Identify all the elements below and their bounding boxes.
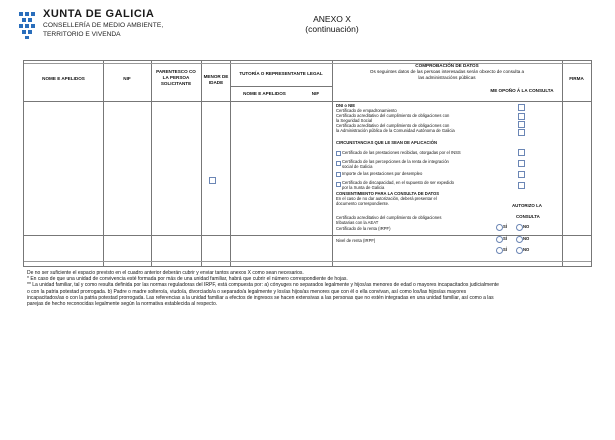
oppose-padron-checkbox[interactable] xyxy=(518,113,525,120)
yes-label: SÍ xyxy=(503,236,507,241)
income-yes-radio[interactable] xyxy=(496,247,503,254)
aeat-yes-radio[interactable] xyxy=(496,224,503,231)
risga-checkbox[interactable] xyxy=(336,161,341,166)
no-label: NO xyxy=(523,224,530,229)
circumstance-item: Certificado de las prestaciones recibidas, otorgadas por el INSS xyxy=(342,150,461,155)
dept-line-1: CONSELLERÍA DE MEDIO AMBIENTE, xyxy=(43,22,164,29)
row-divider-header xyxy=(24,101,591,102)
oppose-item: Certificado acreditativo del cumplimiento de obligaciones con xyxy=(336,113,450,118)
income-no-radio[interactable] xyxy=(516,247,523,254)
annex-subtitle: (continuación) xyxy=(305,24,359,34)
oppose-item: Certificado acreditativo del cumplimiento de obligaciones con xyxy=(336,123,450,128)
oppose-inss-checkbox[interactable] xyxy=(518,149,525,156)
oppose-unemployment-checkbox[interactable] xyxy=(518,171,525,178)
oppose-dni-checkbox[interactable] xyxy=(518,104,525,111)
header-nif: NIF xyxy=(123,76,131,81)
oppose-ss-checkbox[interactable] xyxy=(518,121,525,128)
circumstance-item: social de Galicia xyxy=(342,164,373,169)
header-oppose: ME OPOÑO Á LA CONSULTA xyxy=(490,88,554,93)
aeat-no-radio[interactable] xyxy=(516,224,523,231)
header-tutor: TUTORÍA O REPRESENTANTE LEGAL xyxy=(239,71,323,76)
row-divider-tutor xyxy=(230,86,332,87)
org-name: XUNTA DE GALICIA xyxy=(43,8,155,20)
minor-checkbox[interactable] xyxy=(209,177,216,184)
oppose-disability-checkbox[interactable] xyxy=(518,182,525,189)
circumstance-item: Certificado de las percepciones de la renta de integración xyxy=(342,159,449,164)
header-verify-line3: las administracións públicas xyxy=(418,75,476,80)
dept-line-2: TERRITORIO E VIVENDA xyxy=(43,31,121,38)
footnote: * En caso de que una unidad de convivencia esté formada por más de una unidad familiar, habrá que cubrir el número correspondiente de hojas. xyxy=(27,276,348,283)
oppose-item: DNI o NIE xyxy=(336,103,356,108)
header-verify-line2: Os seguintes datos de las persoas interesadas serán obxecto de consulta a xyxy=(369,69,525,74)
unemployment-checkbox[interactable] xyxy=(336,172,341,177)
consent-title: CONSENTIMIENTO PARA LA CONSULTA DE DATOS xyxy=(336,191,440,196)
irpf-yes-radio[interactable] xyxy=(496,236,503,243)
circumstance-item: Importe de las prestaciones por desempleo xyxy=(342,171,423,176)
oppose-item: la Seguridad Social xyxy=(336,118,373,123)
consent-item: Certificado acreditativo del cumplimiento de obligaciones xyxy=(336,215,442,220)
form-table xyxy=(23,60,592,267)
header-sign: FIRMA xyxy=(569,76,584,81)
irpf-no-radio[interactable] xyxy=(516,236,523,243)
header-verify xyxy=(332,63,562,81)
header-name: NOME E APELIDOS xyxy=(42,76,85,81)
header-verify-title: COMPROBACIÓN DE DATOS xyxy=(415,63,479,68)
consent-note: En el caso de no dar autorización, deberá presentar el xyxy=(336,196,437,201)
oppose-risga-checkbox[interactable] xyxy=(518,160,525,167)
header-kinship: PARENTESCO CO LA PERSOA SOLICITANTE xyxy=(156,69,196,86)
oppose-item: la Administración pública de la Comunidad Autónoma de Galicia xyxy=(336,128,455,133)
footnote: parejas de hecho reconocidas legalmente según la normativa establecida al respecto. xyxy=(27,301,218,308)
row-divider-end xyxy=(24,261,591,262)
consent-note: documento correspondiente. xyxy=(336,201,390,206)
annex-title: ANEXO X xyxy=(313,14,351,24)
circumstance-item: Certificado de discapacidad, en el supuesto de ser expedido xyxy=(342,180,454,185)
header-minor: MENOR DE IDADE xyxy=(203,74,229,85)
annex-heading xyxy=(272,14,392,34)
footnote: De no ser suficiente el espacio previsto en el cuadro anterior deberán cubrir y enviar tantos anexos X como sean necesarios. xyxy=(27,270,304,276)
footnote: o con la patria potestad prorrogada. b) Padre o madre soltero/a, viudo/a, divorciado/a o separado/a legalmente y los/as hijos/as menores que con él o ella convivan, así como los/las hijos/as mayores xyxy=(27,288,467,295)
yes-label: SÍ xyxy=(503,224,507,229)
authorize-label-2: CONSULTA xyxy=(516,214,540,219)
footnotes xyxy=(27,270,593,307)
circumstance-item: por la Xunta de Galicia xyxy=(342,185,385,190)
oppose-xunta-checkbox[interactable] xyxy=(518,129,525,136)
inss-checkbox[interactable] xyxy=(336,151,341,156)
no-label: NO xyxy=(523,247,530,252)
oppose-item: Certificado de empadronamiento xyxy=(336,108,397,113)
header-tutor-nif: NIF xyxy=(311,91,320,96)
yes-label: SÍ xyxy=(503,247,507,252)
consent-item: Nivel de renta (IRPF) xyxy=(336,238,376,243)
consent-item: Certificado de la renta (IRPF) xyxy=(336,226,391,231)
header-tutor-name: NOME E APELIDOS xyxy=(243,91,286,96)
footnote: incapacitados/as o con la patria potestad prorrogada. Las referencias a la unidad familiar a efectos de ingresos se hacen extensivas a las personas que no estén integradas en una unidad familiar, así como a las xyxy=(27,294,494,301)
circumstances-title: CIRCUNSTANCIAS QUE LE SEAN DE APLICACIÓN xyxy=(336,140,437,145)
disability-checkbox[interactable] xyxy=(336,182,341,187)
authorize-label: AUTORIZO LA xyxy=(512,203,542,208)
xunta-emblem-icon xyxy=(16,10,38,40)
consent-item: tributarias con la AEAT xyxy=(336,220,379,225)
footnote: ** La unidad familiar, tal y como resulta definida por las normas reguladoras del IRPF, está compuesta por: a) cónyuges no separados legalmente y hijos/as menores de edad o mayores incapacitados judicialmente xyxy=(27,282,499,289)
no-label: NO xyxy=(523,236,530,241)
